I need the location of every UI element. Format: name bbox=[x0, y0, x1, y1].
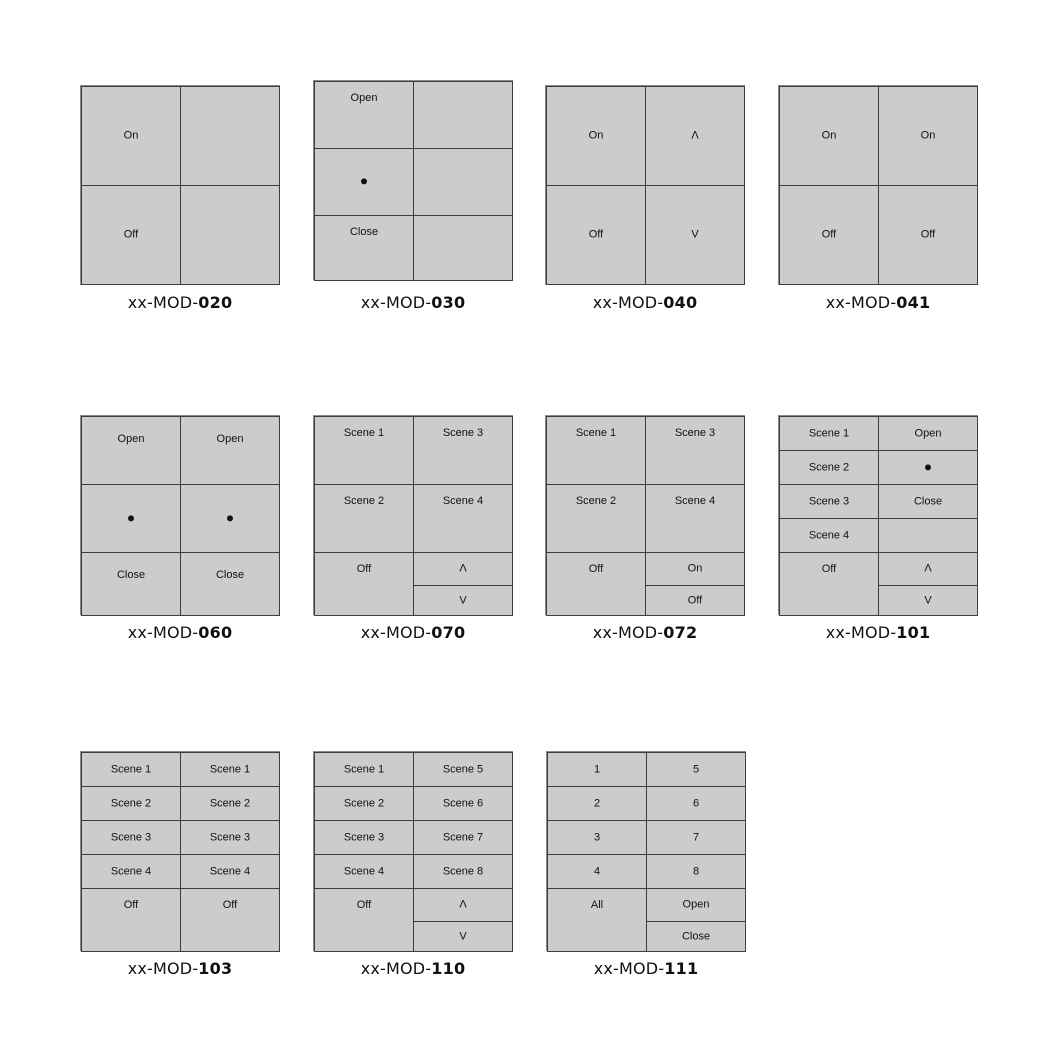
button-label: Off bbox=[222, 899, 238, 911]
button-close[interactable] bbox=[81, 552, 181, 616]
button-scene-8[interactable] bbox=[413, 854, 513, 889]
button-label: Off bbox=[123, 899, 139, 911]
button-label: Scene 1 bbox=[575, 427, 617, 439]
button-label: Open bbox=[682, 898, 710, 911]
caption-code: 041 bbox=[896, 293, 931, 312]
button-open[interactable] bbox=[180, 416, 280, 485]
module-101 bbox=[778, 415, 978, 642]
button-label: Open bbox=[350, 92, 378, 104]
button-label: Off bbox=[123, 228, 139, 241]
module-caption bbox=[313, 959, 513, 978]
module-072 bbox=[545, 415, 745, 642]
button-label: Close bbox=[116, 569, 146, 581]
button-down[interactable] bbox=[413, 921, 513, 952]
button-6[interactable] bbox=[646, 786, 746, 821]
keypad-panel bbox=[545, 85, 745, 285]
button-open[interactable] bbox=[314, 81, 414, 149]
button-label: Scene 2 bbox=[343, 796, 385, 809]
button-label: Scene 5 bbox=[442, 762, 484, 775]
button-7[interactable] bbox=[646, 820, 746, 855]
button-label: 3 bbox=[593, 830, 601, 843]
button-scene-5[interactable] bbox=[413, 752, 513, 787]
caption-code: 070 bbox=[431, 623, 466, 642]
module-040 bbox=[545, 85, 745, 312]
module-caption bbox=[80, 959, 280, 978]
button-on[interactable] bbox=[645, 552, 745, 586]
button-scene-2[interactable] bbox=[314, 484, 414, 553]
button-blank[interactable] bbox=[878, 518, 978, 553]
button-scene-4[interactable] bbox=[180, 854, 280, 889]
button-stop[interactable] bbox=[180, 484, 280, 553]
button-label: Scene 1 bbox=[209, 762, 251, 775]
up-icon: Λ bbox=[924, 562, 932, 575]
button-2[interactable] bbox=[547, 786, 647, 821]
button-scene-2[interactable] bbox=[81, 786, 181, 821]
module-caption bbox=[546, 959, 746, 978]
button-label: Scene 2 bbox=[808, 460, 850, 473]
button-scene-1[interactable] bbox=[546, 416, 646, 485]
stop-dot-icon bbox=[315, 175, 413, 187]
button-scene-2[interactable] bbox=[779, 450, 879, 485]
button-blank[interactable] bbox=[413, 215, 513, 281]
button-scene-3[interactable] bbox=[779, 484, 879, 519]
button-scene-4[interactable] bbox=[645, 484, 745, 553]
button-label: Off bbox=[920, 228, 936, 241]
button-blank[interactable] bbox=[413, 148, 513, 216]
button-open[interactable] bbox=[81, 416, 181, 485]
button-scene-2[interactable] bbox=[546, 484, 646, 553]
button-label: Scene 2 bbox=[209, 796, 251, 809]
button-scene-6[interactable] bbox=[413, 786, 513, 821]
button-label: Scene 4 bbox=[442, 495, 484, 507]
down-icon: V bbox=[924, 593, 932, 606]
button-label: Scene 4 bbox=[209, 864, 251, 877]
button-label: On bbox=[920, 129, 936, 142]
button-scene-4[interactable] bbox=[779, 518, 879, 553]
button-label: Scene 3 bbox=[110, 830, 152, 843]
up-icon: Λ bbox=[691, 129, 699, 142]
button-on[interactable] bbox=[878, 86, 978, 186]
module-caption bbox=[313, 293, 513, 312]
button-label: Off bbox=[588, 228, 604, 241]
caption-prefix: xx-MOD- bbox=[360, 623, 432, 642]
up-icon: Λ bbox=[459, 562, 467, 575]
button-label: Scene 3 bbox=[808, 494, 850, 507]
caption-prefix: xx-MOD- bbox=[593, 959, 665, 978]
button-close[interactable] bbox=[878, 484, 978, 519]
button-scene-4[interactable] bbox=[413, 484, 513, 553]
keypad-panel bbox=[313, 415, 513, 615]
caption-code: 072 bbox=[663, 623, 698, 642]
button-down[interactable] bbox=[645, 185, 745, 285]
button-label: Scene 3 bbox=[343, 830, 385, 843]
caption-prefix: xx-MOD- bbox=[360, 293, 432, 312]
button-scene-4[interactable] bbox=[81, 854, 181, 889]
button-label: All bbox=[590, 899, 604, 911]
caption-prefix: xx-MOD- bbox=[592, 623, 664, 642]
button-label: On bbox=[123, 129, 139, 142]
button-label: 5 bbox=[692, 762, 700, 775]
button-label: Scene 3 bbox=[209, 830, 251, 843]
module-caption bbox=[545, 293, 745, 312]
button-scene-1[interactable] bbox=[81, 752, 181, 787]
down-icon: V bbox=[459, 593, 467, 606]
module-caption bbox=[778, 293, 978, 312]
button-label: Scene 4 bbox=[808, 528, 850, 541]
down-icon: V bbox=[691, 228, 699, 241]
keypad-panel bbox=[546, 751, 746, 951]
module-060 bbox=[80, 415, 280, 642]
button-off[interactable] bbox=[878, 185, 978, 285]
button-off[interactable] bbox=[81, 185, 181, 285]
button-5[interactable] bbox=[646, 752, 746, 787]
button-scene-7[interactable] bbox=[413, 820, 513, 855]
button-label: Scene 2 bbox=[575, 495, 617, 507]
caption-code: 060 bbox=[198, 623, 233, 642]
button-label: Scene 1 bbox=[110, 762, 152, 775]
button-label: Scene 3 bbox=[674, 427, 716, 439]
button-label: 6 bbox=[692, 796, 700, 809]
button-label: 7 bbox=[692, 830, 700, 843]
button-label: On bbox=[821, 129, 837, 142]
button-8[interactable] bbox=[646, 854, 746, 889]
stop-dot-icon bbox=[181, 512, 279, 524]
button-off[interactable] bbox=[180, 888, 280, 952]
caption-prefix: xx-MOD- bbox=[592, 293, 664, 312]
button-scene-3[interactable] bbox=[413, 416, 513, 485]
button-on[interactable] bbox=[779, 86, 879, 186]
button-label: 2 bbox=[593, 796, 601, 809]
caption-prefix: xx-MOD- bbox=[360, 959, 432, 978]
button-off[interactable] bbox=[546, 185, 646, 285]
button-scene-3[interactable] bbox=[645, 416, 745, 485]
button-label: Off bbox=[588, 563, 604, 575]
button-on[interactable] bbox=[81, 86, 181, 186]
caption-code: 111 bbox=[664, 959, 699, 978]
module-111 bbox=[546, 751, 746, 978]
caption-prefix: xx-MOD- bbox=[127, 959, 199, 978]
keypad-panel bbox=[80, 751, 280, 951]
button-label: Off bbox=[687, 593, 703, 606]
module-caption bbox=[313, 623, 513, 642]
button-open[interactable] bbox=[878, 416, 978, 451]
module-caption bbox=[545, 623, 745, 642]
button-stop[interactable] bbox=[314, 148, 414, 216]
button-down[interactable] bbox=[878, 585, 978, 616]
button-label: Off bbox=[821, 563, 837, 575]
module-caption bbox=[80, 293, 280, 312]
caption-prefix: xx-MOD- bbox=[825, 623, 897, 642]
button-blank[interactable] bbox=[413, 81, 513, 149]
button-scene-1[interactable] bbox=[180, 752, 280, 787]
stop-dot-icon bbox=[879, 461, 977, 473]
caption-code: 030 bbox=[431, 293, 466, 312]
module-103 bbox=[80, 751, 280, 978]
button-all[interactable] bbox=[547, 888, 647, 952]
button-1[interactable] bbox=[547, 752, 647, 787]
module-caption bbox=[778, 623, 978, 642]
button-label: 1 bbox=[593, 762, 601, 775]
button-label: Off bbox=[356, 899, 372, 911]
button-label: Close bbox=[349, 226, 379, 238]
module-070 bbox=[313, 415, 513, 642]
button-down[interactable] bbox=[413, 585, 513, 616]
button-off[interactable] bbox=[645, 585, 745, 616]
button-up[interactable] bbox=[645, 86, 745, 186]
module-caption bbox=[80, 623, 280, 642]
button-close[interactable] bbox=[180, 552, 280, 616]
button-on[interactable] bbox=[546, 86, 646, 186]
button-close[interactable] bbox=[314, 215, 414, 281]
button-label: Close bbox=[913, 494, 943, 507]
button-off[interactable] bbox=[314, 888, 414, 952]
module-020 bbox=[80, 85, 280, 312]
button-label: Scene 1 bbox=[343, 762, 385, 775]
button-open[interactable] bbox=[646, 888, 746, 922]
button-label: Open bbox=[117, 433, 145, 445]
button-close[interactable] bbox=[646, 921, 746, 952]
button-scene-1[interactable] bbox=[779, 416, 879, 451]
button-label: Off bbox=[356, 563, 372, 575]
button-up[interactable] bbox=[413, 552, 513, 586]
keypad-panel bbox=[80, 415, 280, 615]
caption-prefix: xx-MOD- bbox=[825, 293, 897, 312]
button-scene-3[interactable] bbox=[180, 820, 280, 855]
button-scene-2[interactable] bbox=[180, 786, 280, 821]
button-label: Scene 1 bbox=[343, 427, 385, 439]
button-label: On bbox=[588, 129, 604, 142]
button-label: Scene 8 bbox=[442, 864, 484, 877]
stop-dot-icon bbox=[82, 512, 180, 524]
button-scene-1[interactable] bbox=[314, 416, 414, 485]
button-scene-1[interactable] bbox=[314, 752, 414, 787]
button-label: Scene 7 bbox=[442, 830, 484, 843]
button-scene-3[interactable] bbox=[314, 820, 414, 855]
button-label: Scene 4 bbox=[343, 864, 385, 877]
button-off[interactable] bbox=[779, 552, 879, 616]
button-4[interactable] bbox=[547, 854, 647, 889]
keypad-panel bbox=[313, 80, 513, 280]
keypad-panel bbox=[80, 85, 280, 285]
button-label: Scene 2 bbox=[343, 495, 385, 507]
button-label: Open bbox=[914, 426, 942, 439]
module-041 bbox=[778, 85, 978, 312]
button-off[interactable] bbox=[546, 552, 646, 616]
button-off[interactable] bbox=[314, 552, 414, 616]
button-label: Open bbox=[216, 433, 244, 445]
button-blank[interactable] bbox=[180, 185, 280, 285]
button-off[interactable] bbox=[81, 888, 181, 952]
button-label: Scene 2 bbox=[110, 796, 152, 809]
button-label: 8 bbox=[692, 864, 700, 877]
caption-code: 110 bbox=[431, 959, 466, 978]
keypad-panel bbox=[778, 415, 978, 615]
button-label: Close bbox=[215, 569, 245, 581]
caption-prefix: xx-MOD- bbox=[127, 623, 199, 642]
button-scene-3[interactable] bbox=[81, 820, 181, 855]
caption-prefix: xx-MOD- bbox=[127, 293, 199, 312]
button-scene-4[interactable] bbox=[314, 854, 414, 889]
button-label: Scene 4 bbox=[674, 495, 716, 507]
button-label: Close bbox=[681, 929, 711, 942]
module-110 bbox=[313, 751, 513, 978]
module-030 bbox=[313, 85, 513, 312]
button-stop[interactable] bbox=[81, 484, 181, 553]
button-label: Scene 6 bbox=[442, 796, 484, 809]
button-label: Off bbox=[821, 228, 837, 241]
button-scene-2[interactable] bbox=[314, 786, 414, 821]
caption-code: 103 bbox=[198, 959, 233, 978]
button-blank[interactable] bbox=[180, 86, 280, 186]
keypad-panel bbox=[778, 85, 978, 285]
keypad-panel bbox=[313, 751, 513, 951]
button-stop[interactable] bbox=[878, 450, 978, 485]
caption-code: 040 bbox=[663, 293, 698, 312]
button-3[interactable] bbox=[547, 820, 647, 855]
down-icon: V bbox=[459, 929, 467, 942]
up-icon: Λ bbox=[459, 898, 467, 911]
button-label: Scene 1 bbox=[808, 426, 850, 439]
caption-code: 020 bbox=[198, 293, 233, 312]
button-up[interactable] bbox=[878, 552, 978, 586]
button-off[interactable] bbox=[779, 185, 879, 285]
button-label: On bbox=[687, 562, 703, 575]
button-label: Scene 3 bbox=[442, 427, 484, 439]
button-up[interactable] bbox=[413, 888, 513, 922]
caption-code: 101 bbox=[896, 623, 931, 642]
button-label: 4 bbox=[593, 864, 601, 877]
button-label: Scene 4 bbox=[110, 864, 152, 877]
keypad-panel bbox=[545, 415, 745, 615]
